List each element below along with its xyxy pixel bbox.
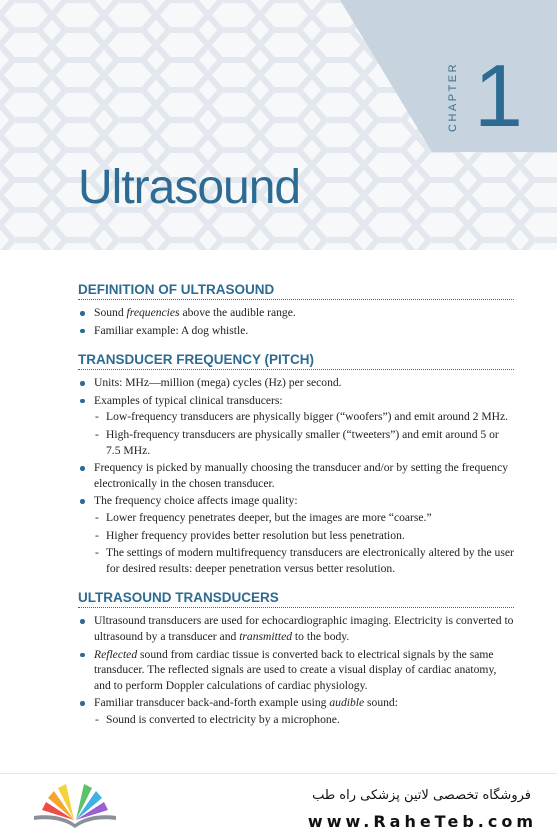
sub-item: - Higher frequency provides better resolution but less penetration. [94,528,514,544]
text: Ultrasound transducers are used for echocardiographic imaging. Electricity is converted to ultrasound by a transducer and [94,614,514,643]
bullet-item [78,493,514,576]
bullet-item [78,647,514,694]
section [78,282,514,338]
emphasized-text: transmitted [239,629,293,643]
page-title: Ultrasound [78,161,301,214]
sub-item: - High-frequency transducers are physically smaller (“tweeters”) and emit around 5 or 7.5 MHz. [94,427,514,458]
text: to the body. [292,629,350,643]
bullet-list [78,305,514,338]
text: Sound [94,306,127,319]
emphasized-text: audible [329,696,365,710]
text: Units: MHz—million (mega) cycles (Hz) per second. [94,376,342,390]
text: Familiar transducer back-and-forth example using [94,696,330,710]
bullet-item [78,695,514,727]
section-heading: TRANSDUCER FREQUENCY (PITCH) [78,352,514,370]
bullet-item [78,393,514,458]
sub-item: - Low-frequency transducers are physically bigger (“woofers”) and emit around 2 MHz. [94,409,514,425]
sub-item: - The settings of modern multifrequency transducers are electronically altered by the user for desired results: deeper penetration versus better resolution. [94,545,514,576]
sub-list [94,712,514,728]
section [78,590,514,727]
text: Familiar example: A dog whistle. [94,323,249,337]
footer-persian-text: فروشگاه تخصصی لاتین پزشکی راه طب [312,788,531,803]
sub-item: - Lower frequency penetrates deeper, but the images are more “coarse.” [94,510,514,526]
text: sound from cardiac tissue is converted back to electrical signals by the same transducer. The reflected signals are used to create a visual display of cardiac anatomy, and to perform Doppler calculations of cardiac physiology. [94,647,497,692]
text: Frequency is picked by manually choosing the transducer and/or by setting the frequency electronically in the chosen transducer. [94,461,509,490]
text: sound: [364,696,398,710]
section [78,352,514,576]
bullet-item [78,323,514,339]
sub-list [94,510,514,576]
emphasized-text: Reflected [94,647,138,661]
sub-item: - Sound is converted to electricity by a microphone. [94,712,514,728]
bullet-item [78,460,514,491]
bullet-item [78,613,514,644]
text: Examples of typical clinical transducers: [94,393,283,407]
chapter-header [0,0,557,250]
open-book-logo-icon [30,780,120,830]
chapter-content [78,282,514,741]
section-heading: DEFINITION OF ULTRASOUND [78,282,514,300]
bullet-list [78,613,514,727]
text: above the audible range. [179,306,296,319]
text: The frequency choice affects image quality: [94,494,298,508]
footer-website: www.RaheTeb.com [307,812,537,831]
emphasized-text: frequencies [126,306,180,319]
chapter-number: 1 [474,46,523,145]
sub-list [94,409,514,458]
bullet-list [78,375,514,576]
bullet-item [78,375,514,391]
publisher-footer [0,773,557,837]
section-heading: ULTRASOUND TRANSDUCERS [78,590,514,608]
bullet-item [78,305,514,321]
chapter-label: CHAPTER [447,61,459,132]
